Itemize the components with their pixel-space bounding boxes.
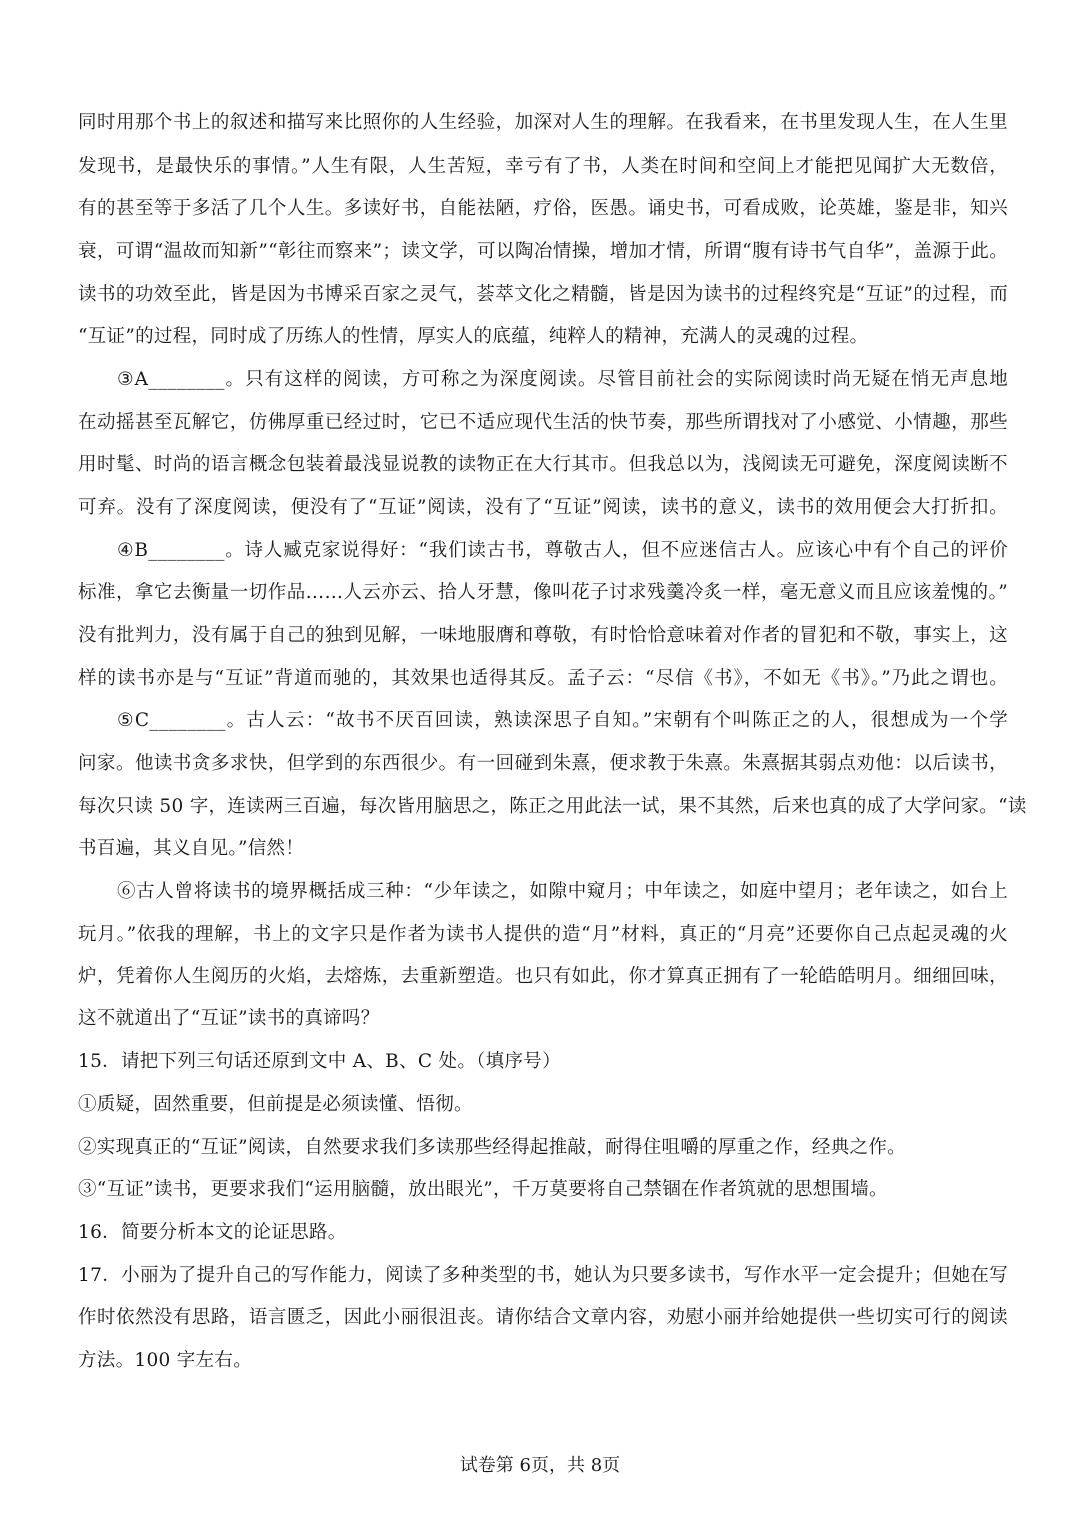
passage-line: 问家。他读书贪多求快，但学到的东西很少。有一回碰到朱熹，便求教于朱熹。朱熹据其弱点劝他：以后读书， [78, 753, 1008, 774]
question-17-line: 17．小丽为了提升自己的写作能力，阅读了多种类型的书，她认为只要多读书，写作水平一定会提升；但她在写 [78, 1265, 1008, 1286]
passage-line: 这不就道出了“互证”读书的真谛吗？ [78, 1008, 380, 1029]
passage-line: 用时髦、时尚的语言概念包装着最浅显说教的读物正在大行其市。但我总以为，浅阅读无可避免，深度阅读断不 [78, 454, 1008, 475]
passage-line: 发现书，是最快乐的事情。”人生有限，人生苦短，幸亏有了书，人类在时间和空间上才能把见闻扩大无数倍， [78, 156, 1008, 177]
paragraph-5-start: ⑤C________。古人云：“故书不厌百回读，熟读深思子自知。”宋朝有个叫陈正之的人，很想成为一个学 [117, 710, 1008, 731]
passage-line: 衰，可谓“温故而知新”“彰往而察来”；读文学，可以陶冶情操，增加才情，所谓“腹有诗书气自华”，盖源于此。 [78, 241, 1008, 262]
passage-line: 书百遍，其义自见。”信然！ [78, 838, 305, 859]
passage-line: 有的甚至等于多活了几个人生。多读好书，自能祛陋，疗俗，医愚。诵史书，可看成败，论英雄，鉴是非，知兴 [78, 198, 1008, 219]
passage-line: 每次只读 50 字，连读两三百遍，每次皆用脑思之，陈正之用此法一试，果不其然，后来也真的成了大学问家。“读 [78, 796, 1027, 817]
passage-line: 读书的功效至此，皆是因为书博采百家之灵气，荟萃文化之精髓，皆是因为读书的过程终究是“互证”的过程，而 [78, 284, 1008, 305]
question-15-option-3: ③“互证”读书，更要求我们“运用脑髓，放出眼光”，千万莫要将自己禁锢在作者筑就的思想围墙。 [78, 1179, 888, 1200]
passage-line: 在动摇甚至瓦解它，仿佛厚重已经过时，它已不适应现代生活的快节奏，那些所谓找对了小感觉、小情趣，那些 [78, 412, 1008, 433]
passage-line: 玩月。”依我的理解，书上的文字只是作者为读书人提供的造“月”材料，真正的“月亮”还要你自己点起灵魂的火 [78, 924, 1008, 945]
paragraph-4-start: ④B________。诗人臧克家说得好：“我们读古书，尊敬古人，但不应迷信古人。应该心中有个自己的评价 [117, 540, 1008, 561]
question-15-option-1: ①质疑，固然重要，但前提是必须读懂、悟彻。 [78, 1094, 473, 1115]
paragraph-6-start: ⑥古人曾将读书的境界概括成三种：“少年读之，如隙中窥月；中年读之，如庭中望月；老年读之，如台上 [117, 881, 1008, 902]
question-15-option-2: ②实现真正的“互证”阅读，自然要求我们多读那些经得起推敲，耐得住咀嚼的厚重之作，经典之作。 [78, 1137, 906, 1158]
question-17-line: 方法。100 字左右。 [78, 1350, 252, 1371]
passage-line: “互证”的过程，同时成了历练人的性情，厚实人的底蕴，纯粹人的精神，充满人的灵魂的过程。 [78, 326, 869, 347]
question-15: 15．请把下列三句话还原到文中 A、B、C 处。（填序号） [78, 1051, 561, 1072]
passage-line: 标准，拿它去衡量一切作品……人云亦云、拾人牙慧，像叫花子讨求残羹冷炙一样，毫无意义而且应该羞愧的。” [78, 582, 1008, 603]
passage-line: 没有批判力，没有属于自己的独到见解，一味地服膺和尊敬，有时恰恰意味着对作者的冒犯和不敬，事实上，这 [78, 625, 1008, 646]
passage-line: 样的读书亦是与“互证”背道而驰的，其效果也适得其反。孟子云：“尽信《书》，不如无《书》。”乃此之谓也。 [78, 668, 1008, 689]
passage-line: 同时用那个书上的叙述和描写来比照你的人生经验，加深对人生的理解。在我看来，在书里发现人生，在人生里 [78, 112, 1008, 133]
page-footer: 试卷第 6页，共 8页 [459, 1455, 621, 1476]
question-17-line: 作时依然没有思路，语言匮乏，因此小丽很沮丧。请你结合文章内容，劝慰小丽并给她提供一些切实可行的阅读 [78, 1307, 1008, 1328]
paragraph-3-start: ③A________。只有这样的阅读，方可称之为深度阅读。尽管目前社会的实际阅读时尚无疑在悄无声息地 [117, 369, 1008, 390]
passage-line: 炉，凭着你人生阅历的火焰，去熔炼，去重新塑造。也只有如此，你才算真正拥有了一轮皓皓明月。细细回味， [78, 966, 1008, 987]
question-16: 16．简要分析本文的论证思路。 [78, 1222, 347, 1243]
passage-line: 可弃。没有了深度阅读，便没有了“互证”阅读，没有了“互证”阅读，读书的意义，读书的效用便会大打折扣。 [78, 497, 1008, 518]
